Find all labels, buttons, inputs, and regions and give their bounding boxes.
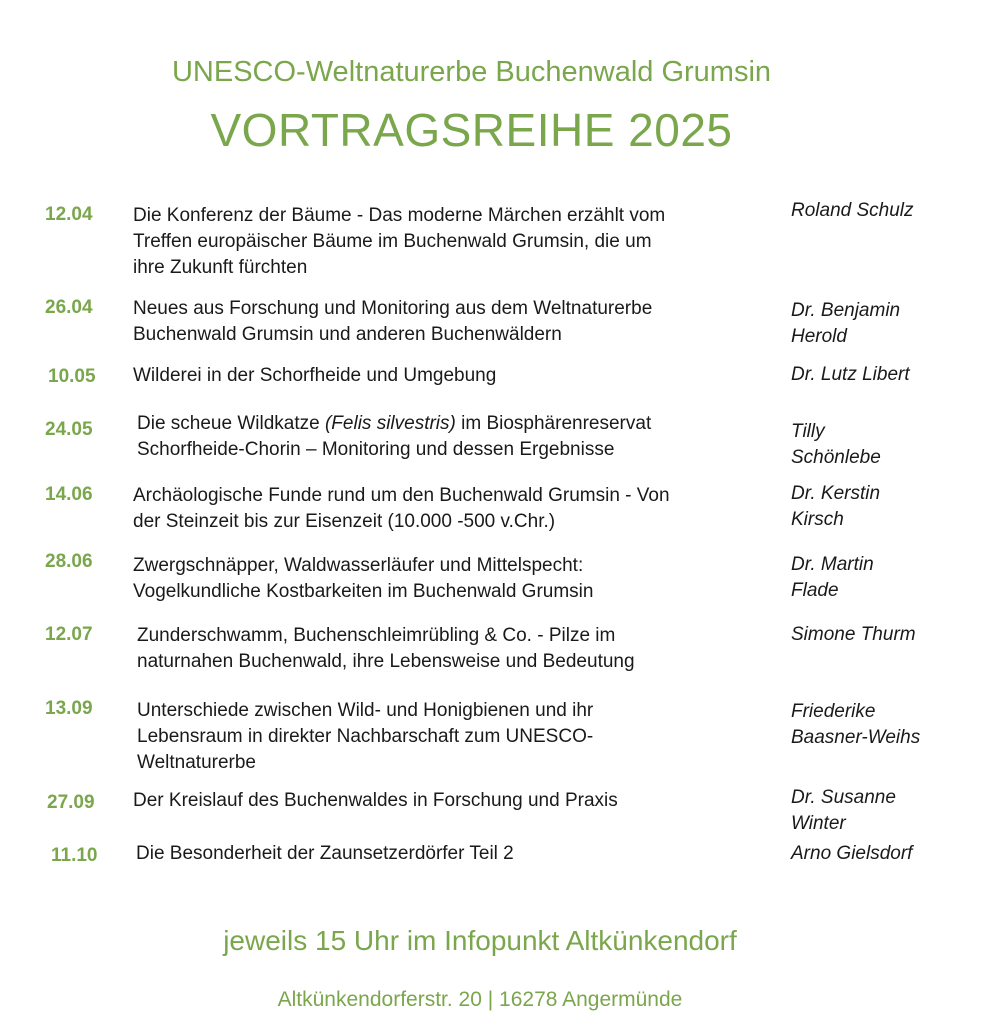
event-description-text: Die scheue Wildkatze	[137, 413, 325, 434]
event-description: Der Kreislauf des Buchenwaldes in Forschung und Praxis	[133, 790, 618, 811]
event-speaker: Friederike Baasner-Weihs	[791, 701, 921, 748]
event-speaker: Roland Schulz	[791, 200, 914, 221]
event-speaker: Arno Gielsdorf	[791, 843, 913, 864]
poster-subtitle: UNESCO-Weltnaturerbe Buchenwald Grumsin	[171, 56, 772, 88]
event-date: 12.07	[45, 624, 93, 645]
event-date: 24.05	[45, 419, 93, 440]
event-date: 27.09	[47, 792, 95, 813]
poster-title: VORTRAGSREIHE 2025	[210, 104, 733, 156]
event-description-text: im Biosphärenreservat Schorfheide-Chorin – Monitoring und dessen Ergebnisse	[137, 413, 652, 460]
event-date: 11.10	[51, 845, 98, 866]
event-speaker: Dr. Benjamin Herold	[791, 300, 901, 347]
event-description-latin-name: (Felis silvestris)	[324, 413, 456, 434]
event-date: 26.04	[45, 297, 93, 318]
event-description: Zunderschwamm, Buchenschleimrübling & Co. - Pilze im naturnahen Buchenwald, ihre Lebensweise und Bedeutung	[137, 625, 635, 672]
event-description: Archäologische Funde rund um den Buchenwald Grumsin - Von der Steinzeit bis zur Eisenzeit (10.000 -500 v.Chr.)	[133, 485, 670, 532]
event-date: 13.09	[45, 698, 93, 719]
event-date: 14.06	[45, 484, 93, 505]
event-speaker: Dr. Lutz Libert	[791, 364, 910, 385]
event-speaker: Dr. Susanne Winter	[791, 787, 896, 834]
event-speaker: Simone Thurm	[791, 624, 916, 645]
event-description	[137, 411, 777, 463]
event-speaker: Tilly Schönlebe	[791, 421, 881, 468]
event-description: Die Konferenz der Bäume - Das moderne Märchen erzählt vom Treffen europäischer Bäume im Buchenwald Grumsin, die um ihre Zukunft fürchten	[133, 205, 666, 278]
footer-time-location: jeweils 15 Uhr im Infopunkt Altkünkendorf	[223, 925, 737, 956]
footer-address: Altkünkendorferstr. 20 | 16278 Angermünde	[277, 988, 683, 1011]
event-description: Zwergschnäpper, Waldwasserläufer und Mittelspecht: Vogelkundliche Kostbarkeiten im Buchenwald Grumsin	[133, 555, 594, 602]
event-description: Unterschiede zwischen Wild- und Honigbienen und ihr Lebensraum in direkter Nachbarschaft zum UNESCO- Weltnaturerbe	[137, 700, 594, 773]
event-date: 28.06	[45, 551, 93, 572]
event-speaker: Dr. Martin Flade	[791, 554, 874, 601]
event-description: Neues aus Forschung und Monitoring aus dem Weltnaturerbe Buchenwald Grumsin und anderen Buchenwäldern	[133, 298, 653, 345]
event-date: 10.05	[48, 366, 96, 387]
event-description: Wilderei in der Schorfheide und Umgebung	[133, 365, 497, 386]
event-date: 12.04	[45, 204, 93, 225]
event-description: Die Besonderheit der Zaunsetzerdörfer Teil 2	[136, 843, 514, 864]
event-speaker: Dr. Kerstin Kirsch	[791, 483, 881, 530]
